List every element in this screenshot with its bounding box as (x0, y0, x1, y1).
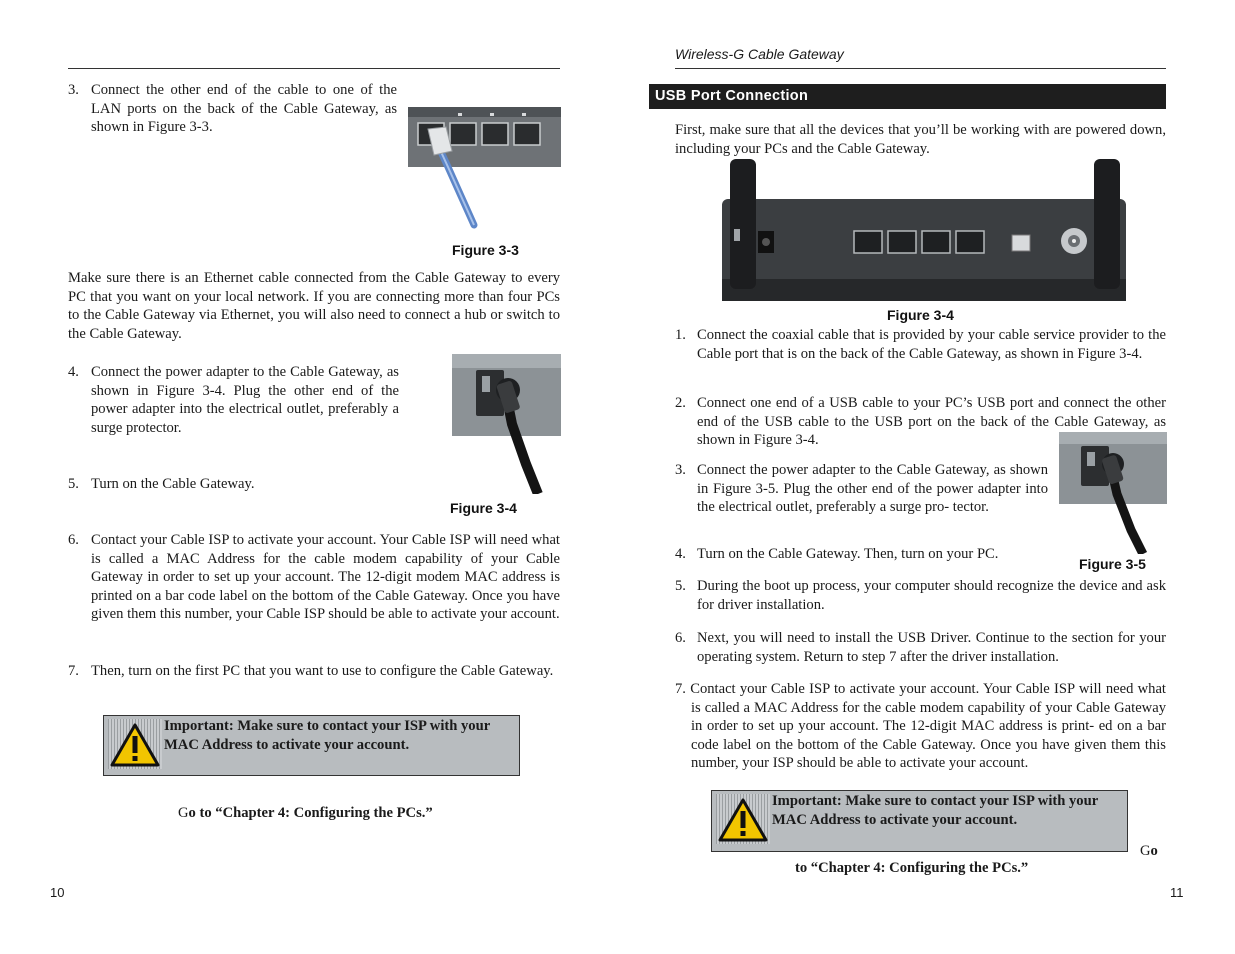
step-number: 7. (68, 663, 79, 679)
step-text: Connect the power adapter to the Cable Gateway, as shown in Figure 3-5. Plug the other end of the power adapter into the electrical outlet, preferably a surge pro- tector. (697, 462, 1048, 516)
step-number: 4. (675, 546, 686, 562)
important-note (103, 715, 520, 776)
figure-3-4-caption: Figure 3-4 (450, 500, 517, 516)
note-text: Important: Make sure to contact your ISP with your MAC Address to activate your account. (772, 793, 1098, 828)
step-6 (675, 629, 1166, 666)
ethernet-paragraph: Make sure there is an Ethernet cable connected from the Cable Gateway to every PC that you want on your local network. If you are connecting more than four PCs to the Cable Gateway via Ethernet, you will also need to connect a hub or switch to the Cable Gateway. (68, 270, 560, 342)
figure-3-5-photo (1059, 432, 1167, 554)
step-text: Turn on the Cable Gateway. (91, 476, 255, 492)
left-page (0, 0, 617, 954)
figure-3-4-back-panel-photo (722, 159, 1126, 301)
page-number: 11 (1170, 885, 1184, 900)
step-4 (68, 363, 399, 437)
step-3 (675, 461, 1048, 517)
figure-3-4-photo (452, 354, 561, 494)
running-head: Wireless-G Cable Gateway (675, 46, 844, 62)
step-text: Connect the other end of the cable to one of the LAN ports on the back of the Cable Gateway, as shown in Figure 3-3. (91, 82, 397, 136)
step-6 (68, 531, 560, 624)
step-number: 1. (675, 327, 686, 343)
step-7 (675, 680, 1166, 773)
step-text: Turn on the Cable Gateway. Then, turn on your PC. (697, 546, 999, 562)
step-5 (675, 577, 1166, 614)
figure-3-3-caption: Figure 3-3 (452, 242, 519, 258)
step-text: Connect one end of a USB cable to your PC’s USB port and connect the other end of the USB cable to the USB port on the back of the Cable Gateway, as shown in Figure 3-4. (697, 395, 1166, 449)
step-number: 5. (68, 476, 79, 492)
goto-chapter-4: Go to “Chapter 4: Configuring the PCs.” (178, 805, 433, 821)
step-text: 7. Contact your Cable ISP to activate your account. Your Cable ISP will need what is called a MAC Address for the cable modem capability of your Cable Gateway in order to set up your account. The 12-digit MAC address is print- ed on a bar code label on the bottom of the Cable Gateway. Once you have given them this number, your ISP should be able to activate your account. (675, 681, 1166, 772)
top-rule (68, 68, 560, 69)
step-text: During the boot up process, your computer should recognize the device and ask for driver installation. (697, 578, 1166, 613)
step-number: 3. (68, 82, 79, 98)
step-text: Then, turn on the first PC that you want to use to configure the Cable Gateway. (91, 663, 554, 679)
top-rule (675, 68, 1166, 69)
step-4 (675, 545, 1048, 564)
step-text: Next, you will need to install the USB Driver. Continue to the section for your operating system. Return to step 7 after the driver installation. (697, 630, 1166, 665)
goto-fragment: Go (1140, 843, 1158, 859)
goto-chapter-4: to “Chapter 4: Configuring the PCs.” (795, 860, 1029, 876)
section-title: USB Port Connection (649, 84, 1166, 109)
note-text: Important: Make sure to contact your ISP with your MAC Address to activate your account. (164, 718, 490, 753)
step-number: 6. (675, 630, 686, 646)
important-note (711, 790, 1128, 852)
step-number: 5. (675, 578, 686, 594)
step-text: Connect the power adapter to the Cable Gateway, as shown in Figure 3-4. Plug the other end of the power adapter into the electrical outlet, preferably a surge protector. (91, 364, 399, 436)
warning-triangle-icon (108, 719, 162, 769)
figure-3-5-caption: Figure 3-5 (1079, 556, 1146, 572)
intro-paragraph: First, make sure that all the devices that you’ll be working with are powered down, including your PCs and the Cable Gateway. (675, 122, 1166, 157)
step-number: 2. (675, 395, 686, 411)
page-number: 10 (50, 885, 65, 900)
step-text: Contact your Cable ISP to activate your account. Your Cable ISP will need what is called a MAC Address for the cable modem capability of your Cable Gateway in order to set up your account. The 12-digit modem MAC address is printed on a bar code label on the bottom of the Cable Gateway. Once you have given them this number, your Cable ISP should be able to activate your account. (91, 532, 560, 623)
step-number: 3. (675, 462, 686, 478)
step-number: 6. (68, 532, 79, 548)
step-number: 4. (68, 364, 79, 380)
step-7 (68, 662, 560, 681)
step-text: Connect the coaxial cable that is provided by your cable service provider to the Cable port that is on the back of the Cable Gateway, as shown in Figure 3-4. (697, 327, 1166, 362)
step-1 (675, 326, 1166, 363)
figure-3-3-photo (408, 107, 561, 232)
figure-3-4-caption: Figure 3-4 (887, 307, 954, 323)
warning-triangle-icon (716, 794, 770, 844)
right-page (617, 0, 1235, 954)
step-5 (68, 475, 399, 494)
